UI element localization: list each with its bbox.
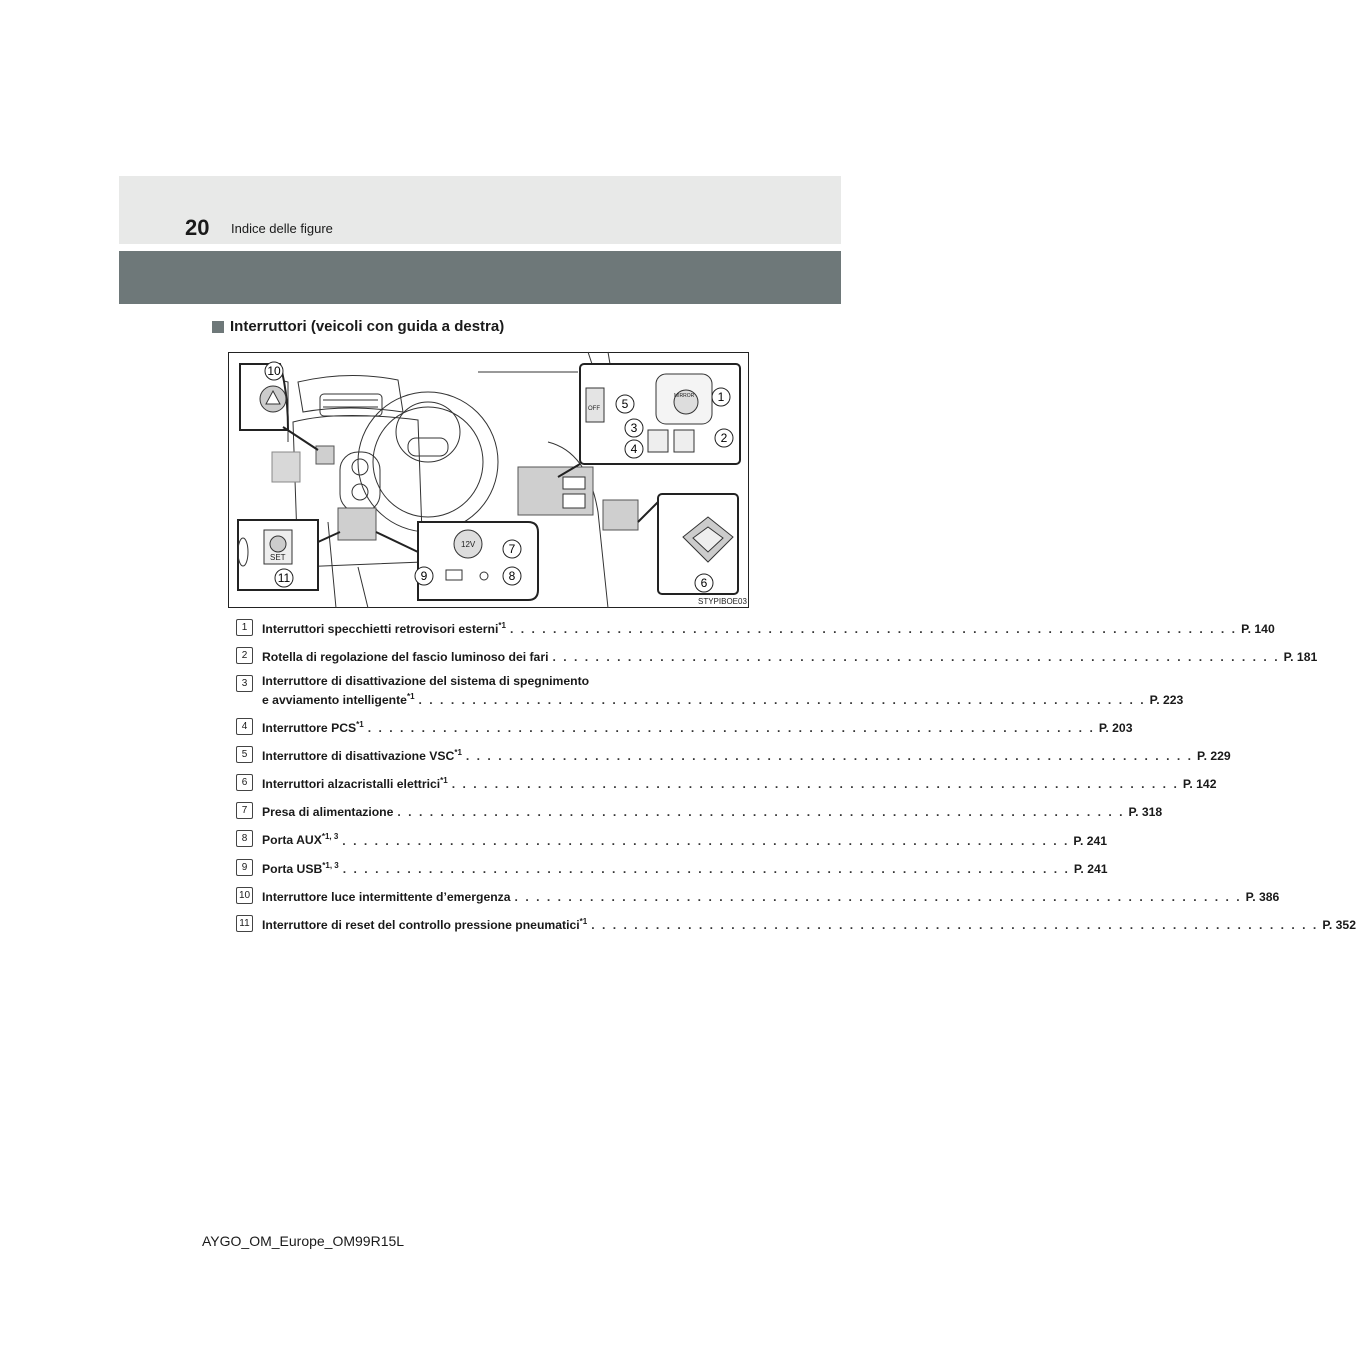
leader-dots bbox=[591, 918, 1318, 933]
legend-list bbox=[236, 618, 1356, 942]
svg-text:6: 6 bbox=[700, 576, 708, 590]
item-number: 7 bbox=[236, 802, 253, 819]
item-text: Interruttore di disattivazione VSC bbox=[262, 749, 455, 764]
item-number: 11 bbox=[236, 915, 253, 932]
section-title-text: Interruttori (veicoli con guida a destra) bbox=[230, 318, 505, 335]
leader-dots bbox=[515, 890, 1242, 905]
callout-7 bbox=[503, 540, 521, 558]
list-item bbox=[236, 886, 1280, 905]
svg-text:5: 5 bbox=[621, 397, 629, 411]
section-square-icon bbox=[212, 321, 224, 333]
footer-code: AYGO_OM_Europe_OM99R15L bbox=[202, 1233, 405, 1249]
item-footnote: *1 bbox=[454, 748, 462, 758]
page-reference[interactable]: P. 142 bbox=[1182, 777, 1217, 792]
12v-label: 12V bbox=[461, 540, 476, 549]
list-item bbox=[236, 773, 1217, 792]
page-reference[interactable]: P. 241 bbox=[1073, 833, 1108, 848]
callout-2 bbox=[715, 429, 733, 447]
header-band bbox=[119, 176, 841, 244]
svg-text:4: 4 bbox=[630, 442, 638, 456]
page-reference[interactable]: P. 386 bbox=[1245, 889, 1280, 904]
svg-text:3: 3 bbox=[630, 421, 638, 435]
svg-text:11: 11 bbox=[277, 571, 291, 585]
section-title bbox=[212, 318, 504, 335]
item-number: 4 bbox=[236, 718, 253, 735]
page-reference[interactable]: P. 223 bbox=[1149, 693, 1184, 708]
callout-4 bbox=[625, 440, 643, 458]
list-item bbox=[236, 745, 1231, 764]
svg-text:8: 8 bbox=[508, 569, 516, 583]
item-text: Presa di alimentazione bbox=[262, 805, 394, 820]
callout-9 bbox=[415, 567, 433, 585]
off-label: OFF bbox=[588, 406, 600, 412]
item-text: Porta AUX bbox=[262, 833, 322, 848]
leader-dots bbox=[397, 805, 1124, 820]
callout-1 bbox=[712, 388, 730, 406]
item-footnote: *1 bbox=[440, 776, 448, 786]
item-text: Rotella di regolazione del fascio luminoso dei fari bbox=[262, 650, 549, 665]
item-text: e avviamento intelligente bbox=[262, 693, 407, 708]
leader-dots bbox=[466, 749, 1193, 764]
svg-text:9: 9 bbox=[420, 569, 428, 583]
svg-text:7: 7 bbox=[508, 542, 516, 556]
leader-dots bbox=[343, 862, 1070, 877]
list-item bbox=[236, 829, 1108, 848]
item-number: 9 bbox=[236, 859, 253, 876]
callout-8 bbox=[503, 567, 521, 585]
item-footnote: *1 bbox=[498, 621, 506, 630]
page-number: 20 bbox=[185, 215, 210, 240]
item-text-line1: Interruttore di disattivazione del sistema di spegnimento bbox=[262, 674, 590, 689]
item-footnote: *1, 3 bbox=[321, 832, 339, 842]
dashboard-illustration bbox=[228, 352, 749, 608]
page-reference[interactable]: P. 229 bbox=[1197, 749, 1231, 764]
svg-text:1: 1 bbox=[717, 390, 725, 404]
item-text: Interruttori alzacristalli elettrici bbox=[262, 777, 441, 792]
item-footnote: *1, 3 bbox=[322, 860, 339, 870]
list-item bbox=[236, 618, 1275, 637]
aux-icon bbox=[480, 572, 488, 580]
leader-dots bbox=[510, 622, 1237, 637]
list-item bbox=[236, 914, 1356, 933]
item-number: 10 bbox=[236, 887, 253, 904]
callout-5 bbox=[616, 395, 634, 413]
item-footnote: *1 bbox=[356, 720, 364, 730]
callout-10 bbox=[265, 362, 283, 380]
svg-text:2: 2 bbox=[720, 431, 728, 445]
list-item bbox=[236, 858, 1108, 877]
usb-icon bbox=[446, 570, 462, 580]
page-reference[interactable]: P. 318 bbox=[1128, 805, 1163, 820]
item-number: 6 bbox=[236, 774, 253, 791]
item-number: 1 bbox=[236, 619, 253, 636]
leader-dots bbox=[552, 650, 1279, 665]
callout-11 bbox=[275, 569, 293, 587]
illustration-code: STYPIBOE03 bbox=[698, 597, 747, 606]
list-item bbox=[236, 674, 1184, 708]
item-footnote: *1 bbox=[406, 692, 415, 702]
callout-3 bbox=[625, 419, 643, 437]
list-item bbox=[236, 801, 1163, 820]
item-text: Interruttore PCS bbox=[262, 721, 357, 736]
set-label: SET bbox=[270, 553, 286, 562]
chapter-title: Indice delle figure bbox=[231, 221, 333, 236]
page-reference[interactable]: P. 140 bbox=[1241, 622, 1275, 637]
page-reference[interactable]: P. 203 bbox=[1098, 721, 1133, 736]
item-text: Porta USB bbox=[262, 861, 323, 876]
page-reference[interactable]: P. 241 bbox=[1073, 861, 1108, 876]
page-reference[interactable]: P. 181 bbox=[1283, 650, 1318, 665]
item-number: 2 bbox=[236, 647, 253, 664]
leader-dots bbox=[342, 834, 1069, 849]
svg-text:10: 10 bbox=[267, 364, 281, 378]
list-item bbox=[236, 717, 1133, 736]
page-reference[interactable]: P. 352 bbox=[1322, 917, 1356, 932]
leader-dots bbox=[452, 777, 1179, 792]
leader-dots bbox=[419, 693, 1146, 708]
item-text: Interruttore di reset del controllo pressione pneumatici bbox=[262, 917, 580, 932]
list-item bbox=[236, 646, 1318, 665]
callout-6 bbox=[695, 574, 713, 592]
section-band bbox=[119, 251, 841, 304]
leader-dots bbox=[368, 721, 1095, 736]
inset-mirror-switches bbox=[558, 364, 740, 477]
mirror-label: MIRROR bbox=[674, 393, 695, 399]
item-number: 8 bbox=[236, 830, 253, 847]
item-number: 5 bbox=[236, 746, 253, 763]
item-footnote: *1 bbox=[579, 916, 588, 926]
item-text: Interruttore luce intermittente d’emergenza bbox=[262, 889, 511, 904]
item-text: Interruttori specchietti retrovisori esterni bbox=[262, 622, 499, 637]
item-number: 3 bbox=[236, 675, 253, 692]
